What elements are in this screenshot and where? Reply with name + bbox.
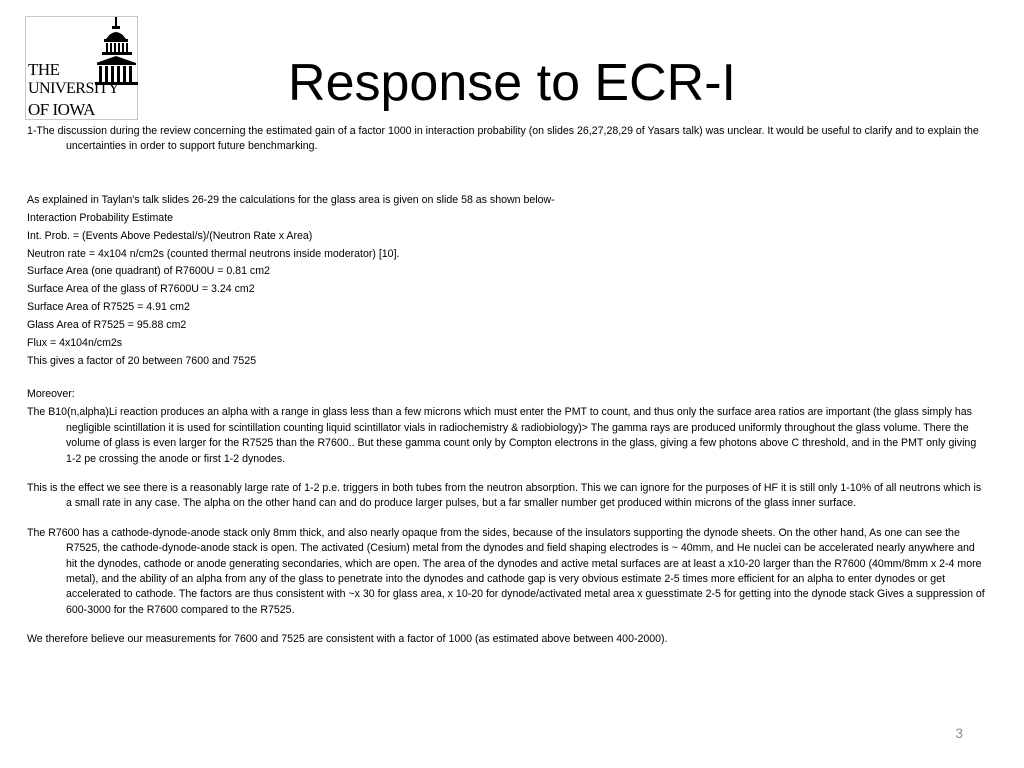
review-item-1: 1-The discussion during the review concerning the estimated gain of a factor 1000 in interaction probability (on slides 26,27,28,29 of Yasars talk) was unclear. It would be useful to clarify and to explain the uncertainties in order to support future benchmarking. (27, 125, 979, 153)
body-line: Glass Area of R7525 = 95.88 cm2 (27, 319, 187, 332)
logo-line-of-iowa: OF IOWA (28, 100, 95, 119)
body-paragraph: This is the effect we see there is a reasonably large rate of 1-2 p.e. triggers in both tubes from the neutron absorption. This we can ignore for the purposes of HF it is still only 1-10% of all neutrons which is a small rate in any case. The alpha on the other hand can and do produce larger pulses, but a far smaller number get produced within microns of the glass inner surface. (27, 481, 982, 510)
body-line: Surface Area of the glass of R7600U = 3.24 cm2 (27, 283, 255, 296)
body-line: Interaction Probability Estimate (27, 211, 174, 224)
body-paragraph: The B10(n,alpha)Li reaction produces an alpha with a range in glass less than a few microns which must enter the PMT to count, and thus only the surface area ratios are important (the glass simply has negligible scintillation it is used for scintillation counting liquid scintillator vials in radiochemistry & radiobiology)> The gamma rays are produced uniformly throughout the glass volume. There the volume of glass is even larger for the R7525 than the R7600.. But these gamma count only by Compton electrons in the glass, giving a few photons above C threshold, and in the PMT only giving 1-2 pe crossing the anode or first 1-2 dynodes. (27, 406, 977, 465)
body-line: Flux = 4x104n/cm2s (27, 337, 123, 350)
body-line: As explained in Taylan's talk slides 26-29 the calculations for the glass area is given on slide 58 as shown below- (27, 193, 555, 206)
slide-body (27, 124, 987, 648)
body-line: This gives a factor of 20 between 7600 and 7525 (27, 354, 257, 367)
moreover-heading: Moreover: (27, 388, 75, 401)
body-line: Neutron rate = 4x104 n/cm2s (counted thermal neutrons inside moderator) [10]. (27, 247, 400, 260)
logo-line-the: THE (28, 60, 60, 79)
page-number: 3 (955, 725, 963, 741)
body-paragraph: We therefore believe our measurements for 7600 and 7525 are consistent with a factor of 1000 (as estimated above between 400-2000). (27, 633, 668, 646)
body-line: Int. Prob. = (Events Above Pedestal/s)/(Neutron Rate x Area) (27, 229, 313, 242)
body-paragraph: The R7600 has a cathode-dynode-anode stack only 8mm thick, and also nearly opaque from the sides, because of the insulators supporting the dynode sheets. On the other hand, As one can see the R7525, the cathode-dynode-anode stack is open. The activated (Cesium) metal from the dynodes and field shaping electrodes is ~ 40mm, and He nuclei can be accelerated nearly anywhere and hit the dynodes, cathode or anode generating secondaries, which are open. The area of the dynodes and active metal surfaces are at least a x10-20 larger than the R7600 (40mm/8mm x 2-4 more metal), and the ability of an alpha from any of the glass to penetrate into the dynodes and cathode gap is very obvious estimate 2-5 times more efficient for an alpha to enter dynodes or get accelerated to cathode. The factors are thus consistent with ~x 30 for glass area, x 10-20 for dynode/activated metal area x guesstimate 2-5 for getting into the dynode stack Gives a suppression of 600-3000 for the R7600 compared to the R7525. (27, 526, 985, 616)
slide-title: Response to ECR-I (288, 54, 736, 112)
logo-line-university: UNIVERSITY (28, 80, 119, 97)
body-line: Surface Area of R7525 = 4.91 cm2 (27, 301, 190, 314)
body-line: Surface Area (one quadrant) of R7600U = 0.81 cm2 (27, 265, 270, 278)
